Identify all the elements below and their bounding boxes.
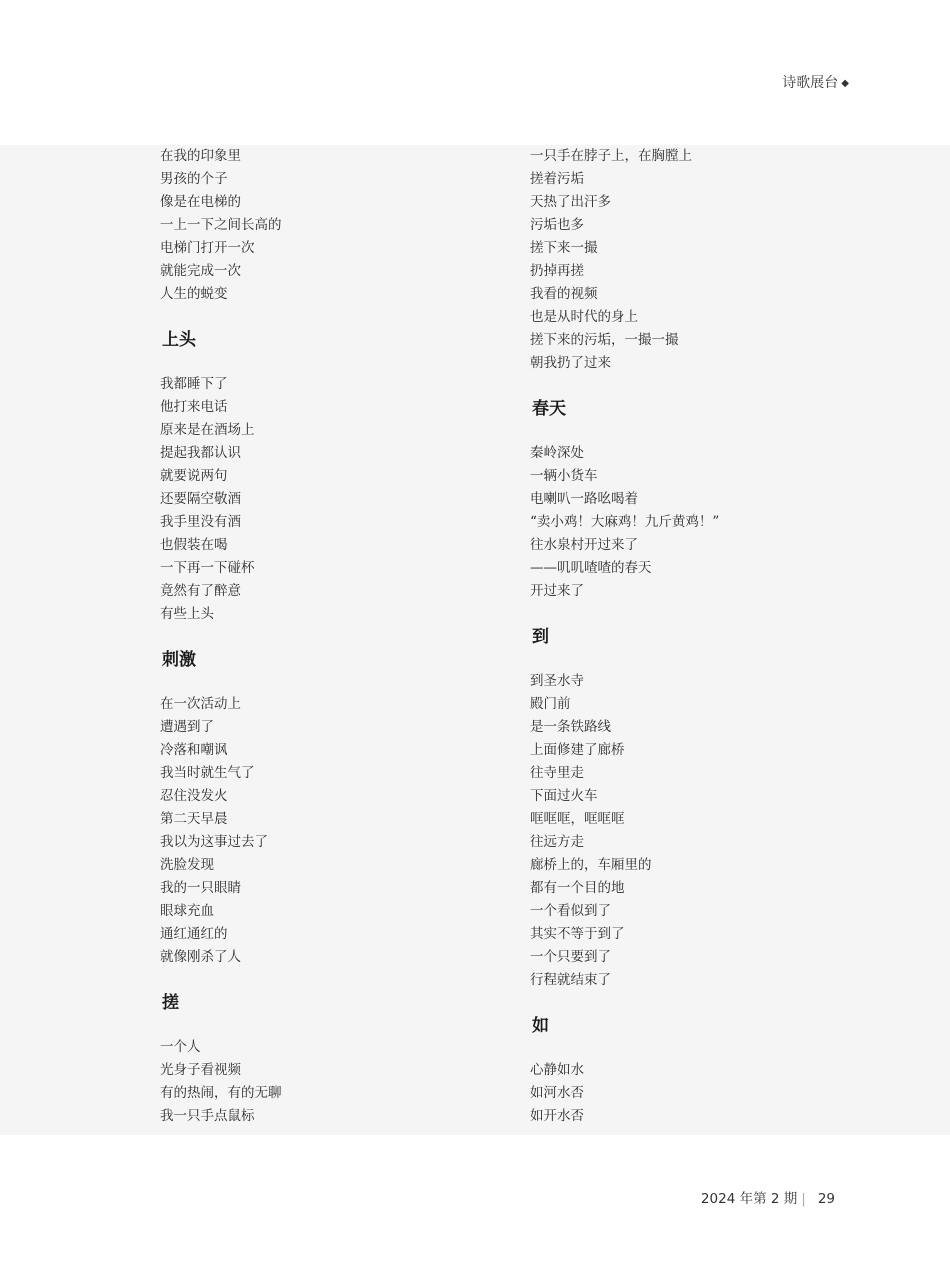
poem-line: 一个人 (160, 1039, 201, 1055)
poem-line: 竟然有了醉意 (160, 583, 241, 599)
poem-line: 男孩的个子 (160, 171, 228, 187)
poem-title: 如 (532, 1016, 549, 1036)
poem-line: 朝我扔了过来 (530, 355, 611, 371)
poem-line: 光身子看视频 (160, 1062, 241, 1078)
poem-line: 搓下来的污垢，一撮一撮 (530, 332, 679, 348)
poem-line: 天热了出汗多 (530, 194, 611, 210)
poem-line: 心静如水 (530, 1062, 584, 1078)
poem-line: 一辆小货车 (530, 468, 598, 484)
poem-line: 就能完成一次 (160, 263, 241, 279)
poem-line: 在我的印象里 (160, 148, 241, 164)
poem-line: 哐哐哐，哐哐哐 (530, 811, 625, 827)
poem-title: 到 (532, 627, 549, 647)
poem-area (0, 145, 950, 1135)
poem-line: 是一条铁路线 (530, 719, 611, 735)
poem-line: 遭遇到了 (160, 719, 214, 735)
running-header (782, 72, 849, 92)
poem-line: 提起我都认识 (160, 445, 241, 461)
poem-line: 往水泉村开过来了 (530, 537, 638, 553)
poem-line: 廊桥上的，车厢里的 (530, 857, 652, 873)
poem-line: 有的热闹，有的无聊 (160, 1085, 282, 1101)
poem-line: 就要说两句 (160, 468, 228, 484)
poem-title: 春天 (532, 399, 566, 419)
poem-line: 其实不等于到了 (530, 926, 625, 942)
poem-line: 扔掉再搓 (530, 263, 584, 279)
poem-line: 人生的蜕变 (160, 286, 228, 302)
poem-line: 搓着污垢 (530, 171, 584, 187)
poem-line: 洗脸发现 (160, 857, 214, 873)
poem-line: 污垢也多 (530, 217, 584, 233)
poem-line: 也是从时代的身上 (530, 309, 638, 325)
poem-line: 他打来电话 (160, 399, 228, 415)
poem-line: 忍住没发火 (160, 788, 228, 804)
poem-line: 一只手在脖子上，在胸膛上 (530, 148, 692, 164)
poem-line: 如河水否 (530, 1085, 584, 1101)
poem-line: 就像刚杀了人 (160, 949, 241, 965)
poem-line: 电喇叭一路吆喝着 (530, 491, 638, 507)
poem-line: 我看的视频 (530, 286, 598, 302)
poem-line: 搓下来一撮 (530, 240, 598, 256)
poem-title: 搓 (162, 993, 179, 1013)
poem-line: 一个只要到了 (530, 949, 611, 965)
right-column (530, 145, 870, 1128)
poem-line: 通红通红的 (160, 926, 228, 942)
poem-line: 电梯门打开一次 (160, 240, 255, 256)
poem-line: 我一只手点鼠标 (160, 1108, 255, 1124)
poem-line: 有些上头 (160, 606, 214, 622)
poem-line: 第二天早晨 (160, 811, 228, 827)
poem-line: 下面过火车 (530, 788, 598, 804)
poem-line: 如开水否 (530, 1108, 584, 1124)
poem-line: 一上一下之间长高的 (160, 217, 282, 233)
poem-line: 行程就结束了 (530, 972, 611, 988)
poem-title: 刺激 (162, 650, 196, 670)
poem-line: 一下再一下碰杯 (160, 560, 255, 576)
poem-line: 我的一只眼睛 (160, 880, 241, 896)
poem-line: 也假装在喝 (160, 537, 228, 553)
page-number: 29 (817, 1191, 835, 1207)
diamond-icon: ◆ (841, 78, 849, 89)
footer-separator: | (801, 1191, 806, 1207)
poem-line: 殿门前 (530, 696, 571, 712)
poem-line: 我当时就生气了 (160, 765, 255, 781)
page-footer (701, 1187, 835, 1207)
poem-line: 一个看似到了 (530, 903, 611, 919)
poem-line: 上面修建了廊桥 (530, 742, 625, 758)
poem-line: 开过来了 (530, 583, 584, 599)
poem-line: ——叽叽喳喳的春天 (530, 560, 652, 576)
issue-label: 2024 年第 2 期 (700, 1191, 798, 1207)
poem-line: 在一次活动上 (160, 696, 241, 712)
poem-line: 冷落和嘲讽 (160, 742, 228, 758)
poem-line: 秦岭深处 (530, 445, 584, 461)
poem-line: 我手里没有酒 (160, 514, 241, 530)
poem-line: 到圣水寺 (530, 673, 584, 689)
poem-line: 眼球充血 (160, 903, 214, 919)
poem-title: 上头 (162, 330, 196, 350)
column-name: 诗歌展台 (782, 75, 839, 91)
poem-line: 往寺里走 (530, 765, 584, 781)
poem-line: 往远方走 (530, 834, 584, 850)
poem-line: 原来是在酒场上 (160, 422, 255, 438)
poem-line: 像是在电梯的 (160, 194, 241, 210)
poem-line: 都有一个目的地 (530, 880, 625, 896)
poem-line: “卖小鸡！大麻鸡！九斤黄鸡！” (530, 514, 720, 530)
poem-line: 还要隔空敬酒 (160, 491, 241, 507)
left-column (160, 145, 500, 1128)
poem-line: 我都睡下了 (160, 376, 228, 392)
poem-line: 我以为这事过去了 (160, 834, 268, 850)
